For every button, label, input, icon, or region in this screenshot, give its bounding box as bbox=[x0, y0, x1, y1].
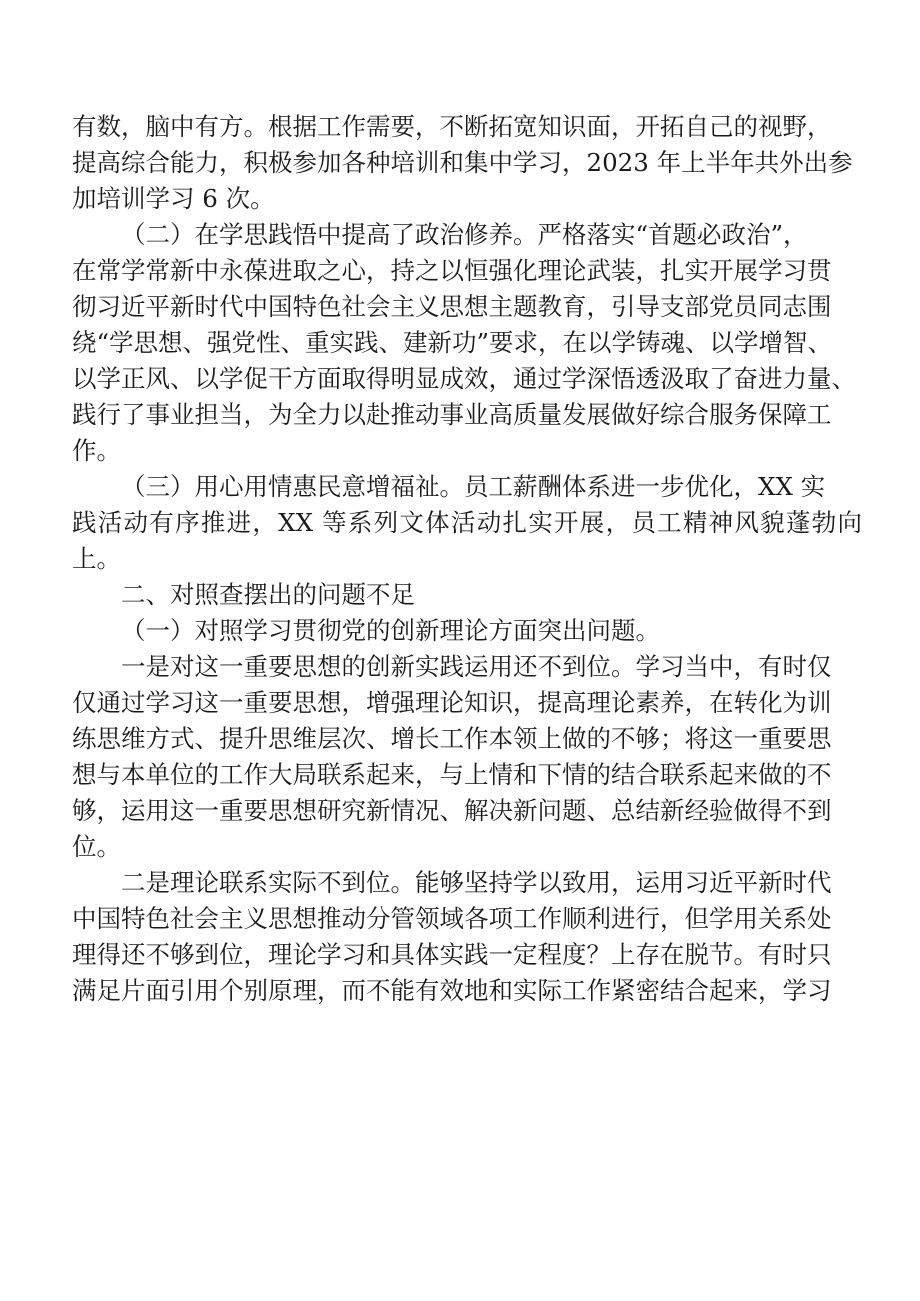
section-heading: 二、对照查摆出的问题不足 bbox=[121, 580, 415, 609]
paragraph-1: 有数，脑中有方。根据工作需要，不断拓宽知识面，开拓自己的视野， 提高综合能力，积极参加各种培训和集中学习，2023 年上半年共外出参 加培训学习 6 次。 bbox=[72, 112, 853, 213]
document-body bbox=[72, 109, 862, 1009]
subsection-heading: （一）对照学习贯彻党的创新理论方面突出问题。 bbox=[121, 616, 660, 645]
paragraph-7: 二是理论联系实际不到位。能够坚持学以致用，运用习近平新时代 中国特色社会主义思想推动分管领域各项工作顺利进行，但学用关系处 理得还不够到位，理论学习和具体实践一定程度？上存在脱节。有时只 满足片面引用个别原理，而不能有效地和实际工作紧密结合起来，学习 bbox=[72, 868, 832, 1005]
paragraph-2: （二）在学思践悟中提高了政治修养。严格落实“首题必政治”， 在常学常新中永葆进取之心，持之以恒强化理论武装，扎实开展学习贯 彻习近平新时代中国特色社会主义思想主题教育，引导支部党员同志围 绕“学思想、强党性、重实践、建新功”要求，在以学铸魂、以学增智、 以学正风、以学促干方面取得明显成效，通过学深悟透汲取了奋进力量、 践行了事业担当，为全力以赴推动事业高质量发展做好综合服务保障工 作。 bbox=[72, 220, 856, 465]
paragraph-6: 一是对这一重要思想的创新实践运用还不到位。学习当中，有时仅 仅通过学习这一重要思想，增强理论知识，提高理论素养，在转化为训 练思维方式、提升思维层次、增长工作本领上做的不够；将这一重要思 想与本单位的工作大局联系起来，与上情和下情的结合联系起来做的不 够，运用这一重要思想研究新情况、解决新问题、总结新经验做得不到 位。 bbox=[72, 652, 832, 861]
paragraph-3: （三）用心用情惠民意增福祉。员工薪酬体系进一步优化，XX 实 践活动有序推进，XX 等系列文体活动扎实开展，员工精神风貌蓬勃向上。 bbox=[72, 472, 862, 573]
